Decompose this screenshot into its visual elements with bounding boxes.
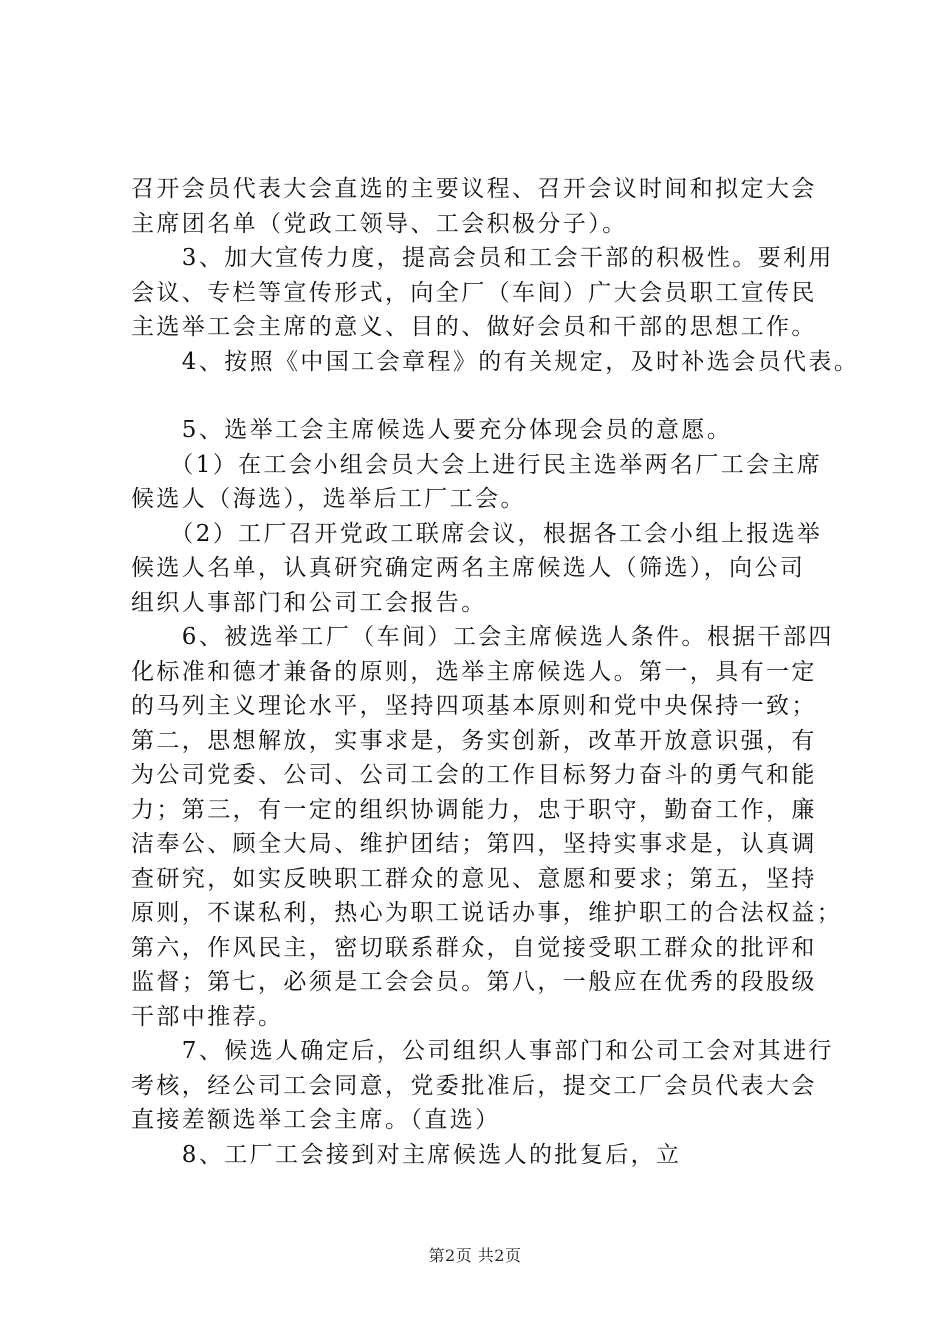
text-line: 3、加大宣传力度，提高会员和工会干部的积极性。要利用 — [131, 245, 834, 271]
text-line: 力；第三，有一定的组织协调能力，忠于职守，勤奋工作，廉 — [131, 796, 817, 823]
text-line: 6、被选举工厂（车间）工会主席候选人条件。根据干部四 — [131, 624, 834, 650]
text-line: 4、按照《中国工会章程》的有关规定，及时补选会员代表。 — [131, 348, 860, 375]
text-line: 5、选举工会主席候选人要充分体现会员的意愿。 — [131, 417, 733, 443]
text-line: （2）工厂召开党政工联席会议，根据各工会小组上报选举 — [131, 520, 823, 547]
text-line: 组织人事部门和公司工会报告。 — [131, 589, 487, 616]
text-line: （1）在工会小组会员大会上进行民主选举两名厂工会主席 — [131, 451, 823, 478]
text-line: 干部中推荐。 — [131, 1003, 284, 1030]
text-line: 主选举工会主席的意义、目的、做好会员和干部的思想工作。 — [131, 314, 817, 340]
text-line: 考核，经公司工会同意，党委批准后，提交工厂会员代表大会 — [131, 1072, 817, 1099]
text-line: 洁奉公、顾全大局、维护团结；第四，坚持实事求是，认真调 — [131, 831, 817, 857]
text-line: 化标准和德才兼备的原则，选举主席候选人。第一，具有一定 — [131, 658, 817, 685]
document-body — [131, 172, 860, 1172]
text-line: 监督；第七，必须是工会会员。第八，一般应在优秀的段股级 — [131, 969, 817, 995]
text-line: 召开会员代表大会直选的主要议程、召开会议时间和拟定大会 — [131, 176, 817, 202]
text-line: 8、工厂工会接到对主席候选人的批复后，立 — [131, 1141, 682, 1168]
text-line: 7、候选人确定后，公司组织人事部门和公司工会对其进行 — [131, 1038, 834, 1064]
text-line: 候选人（海选），选举后工厂工会。 — [131, 486, 526, 512]
text-line: 直接差额选举工会主席。（直选） — [131, 1107, 501, 1133]
text-line: 原则，不谋私利，热心为职工说话办事，维护职工的合法权益； — [131, 900, 843, 926]
text-line: 主席团名单（党政工领导、工会积极分子）。 — [131, 210, 628, 237]
text-line: 候选人名单，认真研究确定两名主席候选人（筛选），向公司 — [131, 555, 806, 581]
page-footer: 第2页 共2页 — [428, 1246, 522, 1265]
text-line: 会议、专栏等宣传形式，向全厂（车间）广大会员职工宣传民 — [131, 279, 817, 306]
paragraph-gap — [131, 379, 831, 413]
text-line: 为公司党委、公司、公司工会的工作目标努力奋斗的勇气和能 — [131, 762, 817, 788]
text-line: 第二，思想解放，实事求是，务实创新，改革开放意识强，有 — [131, 727, 817, 754]
text-line: 查研究，如实反映职工群众的意见、意愿和要求；第五，坚持 — [131, 865, 817, 892]
text-line: 的马列主义理论水平，坚持四项基本原则和党中央保持一致； — [131, 693, 817, 719]
text-line: 第六，作风民主，密切联系群众，自觉接受职工群众的批评和 — [131, 934, 817, 961]
